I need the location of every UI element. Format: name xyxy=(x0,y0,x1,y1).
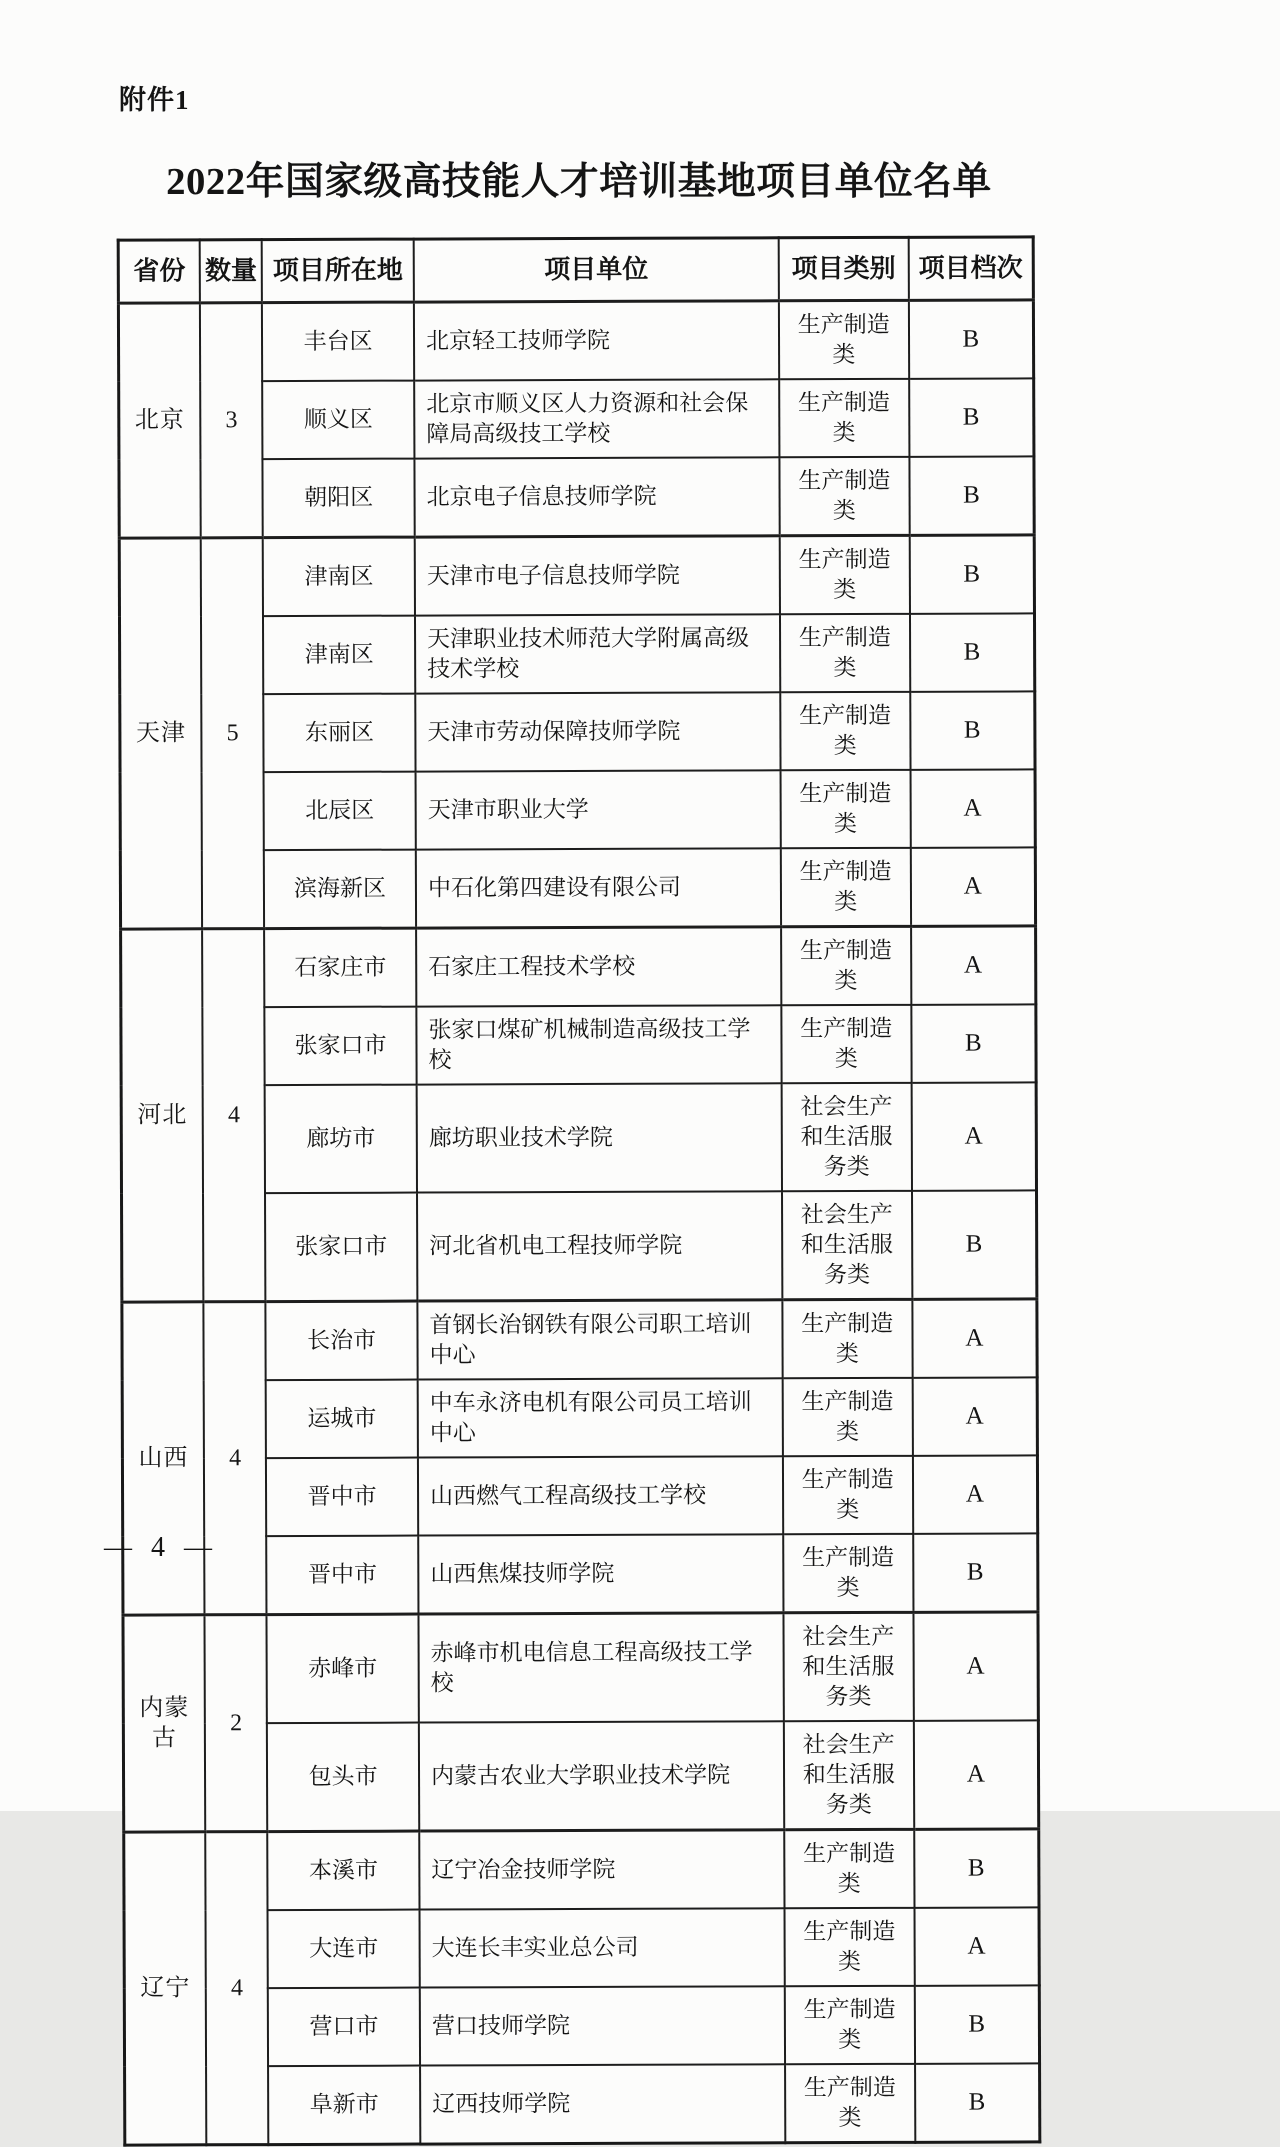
table-body xyxy=(118,300,1039,2145)
grade-cell: A xyxy=(913,1720,1038,1829)
document-content xyxy=(120,150,1038,2145)
location-cell: 赤峰市 xyxy=(267,1614,419,1723)
header-province: 省份 xyxy=(118,240,200,303)
header-count: 数量 xyxy=(200,240,262,303)
unit-cell: 营口技师学院 xyxy=(420,1986,785,2065)
grade-cell: B xyxy=(909,300,1034,379)
unit-cell: 石家庄工程技术学校 xyxy=(416,927,781,1007)
table-row xyxy=(123,1612,1038,1724)
location-cell: 运城市 xyxy=(266,1380,418,1459)
page-number: — 4 — xyxy=(104,1532,218,1563)
page-title: 2022年国家级高技能人才培训基地项目单位名单 xyxy=(166,161,992,203)
location-cell: 长治市 xyxy=(266,1301,418,1380)
grade-cell: A xyxy=(912,1377,1037,1455)
table-header-row xyxy=(118,237,1033,303)
location-cell: 石家庄市 xyxy=(264,928,416,1007)
grade-cell: B xyxy=(911,1004,1036,1082)
grade-cell: A xyxy=(914,1907,1039,1985)
grade-cell: B xyxy=(910,613,1035,691)
count-cell: 4 xyxy=(205,1832,268,2145)
location-cell: 营口市 xyxy=(268,1988,420,2067)
unit-cell: 廊坊职业技术学院 xyxy=(417,1083,782,1192)
category-cell: 社会生产和生活服务类 xyxy=(782,1191,912,1300)
table-container xyxy=(117,235,1042,2146)
header-location: 项目所在地 xyxy=(262,239,414,303)
category-cell: 社会生产和生活服务类 xyxy=(783,1612,913,1721)
category-cell: 生产制造类 xyxy=(784,1908,914,1986)
grade-cell: B xyxy=(909,378,1034,456)
unit-cell: 天津职业技术师范大学附属高级技术学校 xyxy=(415,614,780,693)
category-cell: 生产制造类 xyxy=(780,692,910,770)
table-row xyxy=(124,1829,1039,1911)
category-cell: 生产制造类 xyxy=(779,300,909,379)
attachment-label: 附件1 xyxy=(119,85,190,115)
grade-cell: A xyxy=(912,1299,1037,1378)
location-cell: 东丽区 xyxy=(263,694,415,773)
location-cell: 廊坊市 xyxy=(265,1085,417,1194)
table-row xyxy=(118,300,1033,382)
grade-cell: B xyxy=(910,691,1035,769)
unit-cell: 辽西技师学院 xyxy=(420,2064,785,2144)
unit-cell: 赤峰市机电信息工程高级技工学校 xyxy=(418,1613,783,1723)
grade-cell: A xyxy=(910,769,1035,847)
grade-cell: B xyxy=(915,2063,1040,2142)
province-cell: 山西 xyxy=(122,1302,205,1615)
count-cell: 5 xyxy=(201,538,264,929)
grade-cell: B xyxy=(913,1533,1038,1612)
category-cell: 生产制造类 xyxy=(783,1456,913,1534)
category-cell: 生产制造类 xyxy=(780,535,910,614)
grade-cell: B xyxy=(912,1190,1037,1299)
unit-cell: 中车永济电机有限公司员工培训中心 xyxy=(418,1378,783,1457)
unit-cell: 天津市电子信息技师学院 xyxy=(415,536,780,616)
province-cell: 内蒙古 xyxy=(123,1615,205,1832)
unit-cell: 河北省机电工程技师学院 xyxy=(417,1191,782,1301)
category-cell: 生产制造类 xyxy=(780,770,910,848)
project-units-table xyxy=(117,235,1042,2146)
category-cell: 生产制造类 xyxy=(780,614,910,692)
unit-cell: 张家口煤矿机械制造高级技工学校 xyxy=(416,1005,781,1084)
category-cell: 生产制造类 xyxy=(781,848,911,927)
category-cell: 生产制造类 xyxy=(779,457,909,536)
location-cell: 津南区 xyxy=(263,537,415,616)
location-cell: 津南区 xyxy=(263,616,415,695)
count-cell: 3 xyxy=(200,303,263,538)
location-cell: 朝阳区 xyxy=(263,459,415,538)
grade-cell: A xyxy=(910,847,1035,926)
category-cell: 生产制造类 xyxy=(782,1299,912,1378)
unit-cell: 天津市劳动保障技师学院 xyxy=(415,692,780,771)
location-cell: 大连市 xyxy=(268,1910,420,1989)
unit-cell: 山西燃气工程高级技工学校 xyxy=(418,1456,783,1535)
location-cell: 滨海新区 xyxy=(264,850,416,929)
location-cell: 包头市 xyxy=(267,1723,419,1832)
header-unit: 项目单位 xyxy=(414,238,779,302)
category-cell: 生产制造类 xyxy=(783,1378,913,1456)
unit-cell: 首钢长治钢铁有限公司职工培训中心 xyxy=(417,1300,782,1380)
unit-cell: 大连长丰实业总公司 xyxy=(420,1908,785,1987)
category-cell: 生产制造类 xyxy=(781,1005,911,1083)
province-cell: 天津 xyxy=(119,538,202,929)
header-category: 项目类别 xyxy=(779,237,909,300)
category-cell: 生产制造类 xyxy=(781,926,911,1005)
location-cell: 北辰区 xyxy=(264,772,416,851)
location-cell: 丰台区 xyxy=(262,302,414,381)
grade-cell: B xyxy=(909,456,1034,535)
grade-cell: A xyxy=(911,926,1036,1005)
unit-cell: 内蒙古农业大学职业技术学院 xyxy=(419,1721,784,1831)
grade-cell: A xyxy=(913,1455,1038,1533)
province-cell: 河北 xyxy=(121,929,204,1302)
location-cell: 张家口市 xyxy=(265,1193,417,1302)
count-cell: 4 xyxy=(202,929,265,1302)
location-cell: 本溪市 xyxy=(267,1831,419,1910)
unit-cell: 北京轻工技师学院 xyxy=(414,301,779,381)
grade-cell: B xyxy=(914,1985,1039,2063)
table-row xyxy=(122,1299,1037,1381)
location-cell: 晋中市 xyxy=(266,1536,418,1615)
grade-cell: A xyxy=(911,1082,1036,1190)
unit-cell: 北京市顺义区人力资源和社会保障局高级技工学校 xyxy=(414,379,779,458)
table-row xyxy=(119,535,1034,617)
grade-cell: B xyxy=(909,535,1034,614)
category-cell: 社会生产和生活服务类 xyxy=(784,1721,914,1830)
location-cell: 晋中市 xyxy=(266,1458,418,1537)
count-cell: 4 xyxy=(204,1302,267,1615)
unit-cell: 天津市职业大学 xyxy=(416,770,781,849)
grade-cell: A xyxy=(913,1612,1038,1721)
grade-cell: B xyxy=(914,1829,1039,1908)
province-cell: 北京 xyxy=(118,303,201,538)
location-cell: 顺义区 xyxy=(262,381,414,460)
unit-cell: 辽宁冶金技师学院 xyxy=(419,1830,784,1910)
category-cell: 生产制造类 xyxy=(785,2064,915,2143)
category-cell: 生产制造类 xyxy=(785,1986,915,2064)
table-row xyxy=(121,926,1036,1008)
category-cell: 生产制造类 xyxy=(784,1829,914,1908)
location-cell: 阜新市 xyxy=(268,2066,420,2145)
table-header xyxy=(118,237,1033,303)
header-grade: 项目档次 xyxy=(908,237,1033,300)
unit-cell: 北京电子信息技师学院 xyxy=(414,457,779,537)
count-cell: 2 xyxy=(205,1615,268,1832)
province-cell: 辽宁 xyxy=(124,1832,207,2145)
category-cell: 生产制造类 xyxy=(783,1534,913,1613)
category-cell: 生产制造类 xyxy=(779,379,909,457)
unit-cell: 中石化第四建设有限公司 xyxy=(416,848,781,928)
unit-cell: 山西焦煤技师学院 xyxy=(418,1534,783,1614)
location-cell: 张家口市 xyxy=(265,1007,417,1086)
category-cell: 社会生产和生活服务类 xyxy=(782,1083,912,1191)
